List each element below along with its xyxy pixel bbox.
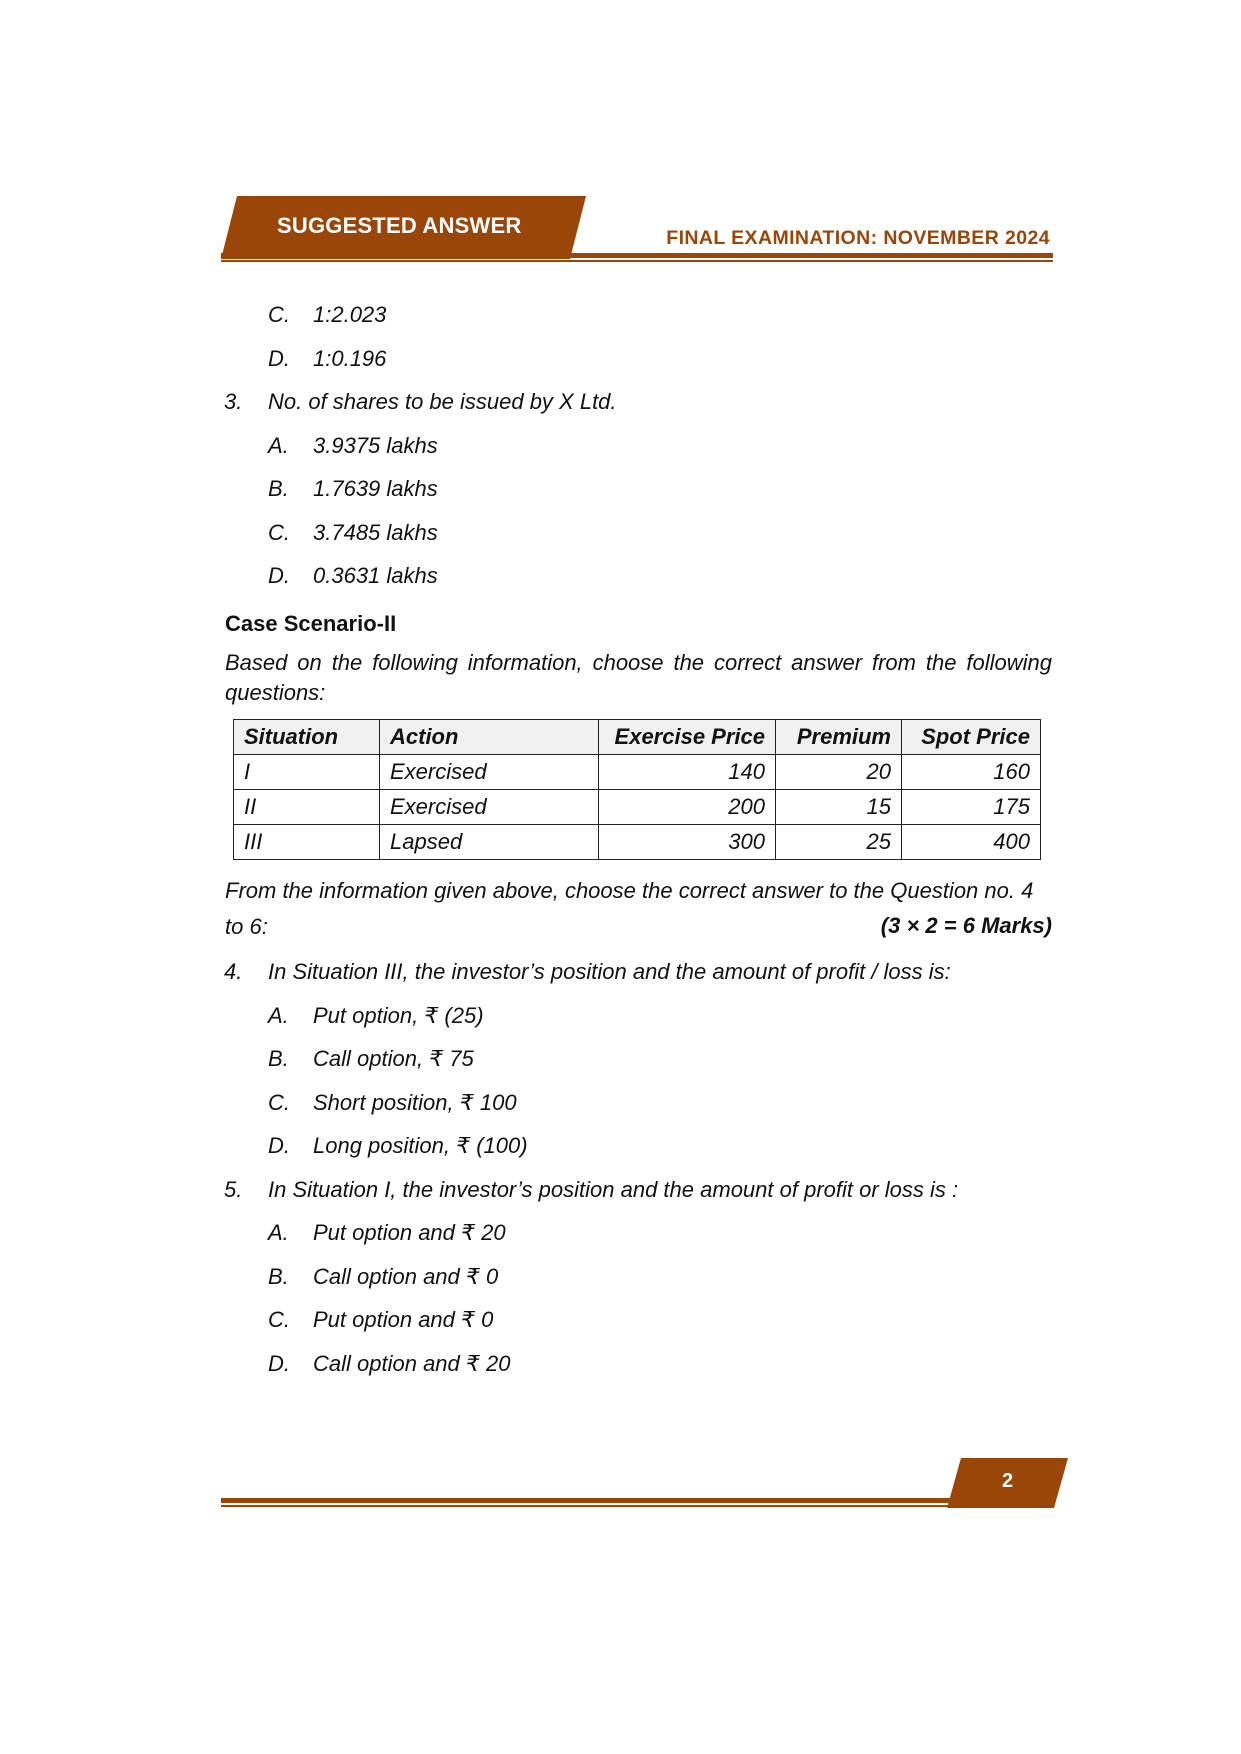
col-premium: Premium <box>776 720 902 755</box>
option-text: Short position, ₹ 100 <box>313 1090 517 1115</box>
option-text: 0.3631 lakhs <box>313 563 438 588</box>
question-5-text: In Situation I, the investor’s position and the amount of profit or loss is : <box>268 1177 959 1202</box>
option-text: Call option, ₹ 75 <box>313 1046 474 1071</box>
option-text: Call option and ₹ 0 <box>313 1264 499 1289</box>
option-letter: D. <box>268 563 290 588</box>
table-cell: III <box>234 825 380 860</box>
option-text: Put option and ₹ 20 <box>313 1220 506 1245</box>
marks-allocation: (3 × 2 = 6 Marks) <box>880 913 1052 938</box>
option-letter: A. <box>268 1003 289 1028</box>
option-letter: C. <box>268 520 290 545</box>
options-table <box>233 719 1041 860</box>
option-letter: B. <box>268 1264 289 1289</box>
table-cell: 15 <box>776 790 902 825</box>
option-text: 1:0.196 <box>313 346 387 371</box>
case-intro: Based on the following information, choose the correct answer from the following questions: <box>225 650 1052 705</box>
table-cell: 140 <box>599 755 776 790</box>
option-letter: B. <box>268 1046 289 1071</box>
table-cell: 175 <box>902 790 1041 825</box>
exam-title: FINAL EXAMINATION: NOVEMBER 2024 <box>666 227 1050 249</box>
option-text: Put option, ₹ (25) <box>313 1003 484 1028</box>
option-letter: A. <box>268 1220 289 1245</box>
question-3-text: No. of shares to be issued by X Ltd. <box>268 389 617 414</box>
table-cell: 400 <box>902 825 1041 860</box>
header-badge: SUGGESTED ANSWER <box>277 213 522 238</box>
table-cell: 300 <box>599 825 776 860</box>
option-letter: C. <box>268 302 290 327</box>
case-title: Case Scenario-II <box>225 611 397 636</box>
option-text: Put option and ₹ 0 <box>313 1307 494 1332</box>
question-5-number: 5. <box>224 1177 243 1202</box>
option-text: Long position, ₹ (100) <box>313 1133 528 1158</box>
col-spot-price: Spot Price <box>902 720 1041 755</box>
col-action: Action <box>380 720 599 755</box>
option-letter: D. <box>268 1351 290 1376</box>
col-situation: Situation <box>234 720 380 755</box>
case-note-continued: to 6: <box>225 914 268 939</box>
table-cell: 20 <box>776 755 902 790</box>
question-4-text: In Situation III, the investor’s position and the amount of profit / loss is: <box>268 959 951 984</box>
table-cell: Lapsed <box>380 825 599 860</box>
option-letter: C. <box>268 1307 290 1332</box>
case-note: From the information given above, choose the correct answer to the Question no. 4 <box>225 878 1034 903</box>
option-text: 1.7639 lakhs <box>313 476 438 501</box>
option-text: Call option and ₹ 20 <box>313 1351 511 1376</box>
table-cell: 160 <box>902 755 1041 790</box>
option-letter: B. <box>268 476 289 501</box>
option-letter: A. <box>268 433 289 458</box>
question-4-number: 4. <box>224 959 243 984</box>
table-cell: 200 <box>599 790 776 825</box>
footer-rule-thin <box>221 1505 1053 1507</box>
table-cell: Exercised <box>380 755 599 790</box>
option-text: 3.9375 lakhs <box>313 433 438 458</box>
header-rule-thin <box>221 260 1053 262</box>
table-cell: II <box>234 790 380 825</box>
question-3-number: 3. <box>224 389 243 414</box>
header-rule <box>221 253 1053 258</box>
table-header-row <box>234 720 1041 755</box>
option-text: 3.7485 lakhs <box>313 520 438 545</box>
option-text: 1:2.023 <box>313 302 387 327</box>
option-letter: D. <box>268 1133 290 1158</box>
table-cell: 25 <box>776 825 902 860</box>
option-letter: C. <box>268 1090 290 1115</box>
table-cell: Exercised <box>380 790 599 825</box>
table-row <box>234 790 1041 825</box>
option-letter: D. <box>268 346 290 371</box>
table-row <box>234 825 1041 860</box>
col-exercise-price: Exercise Price <box>599 720 776 755</box>
table-cell: I <box>234 755 380 790</box>
page-number: 2 <box>1001 1470 1014 1492</box>
table-row <box>234 755 1041 790</box>
footer-rule <box>221 1498 951 1503</box>
